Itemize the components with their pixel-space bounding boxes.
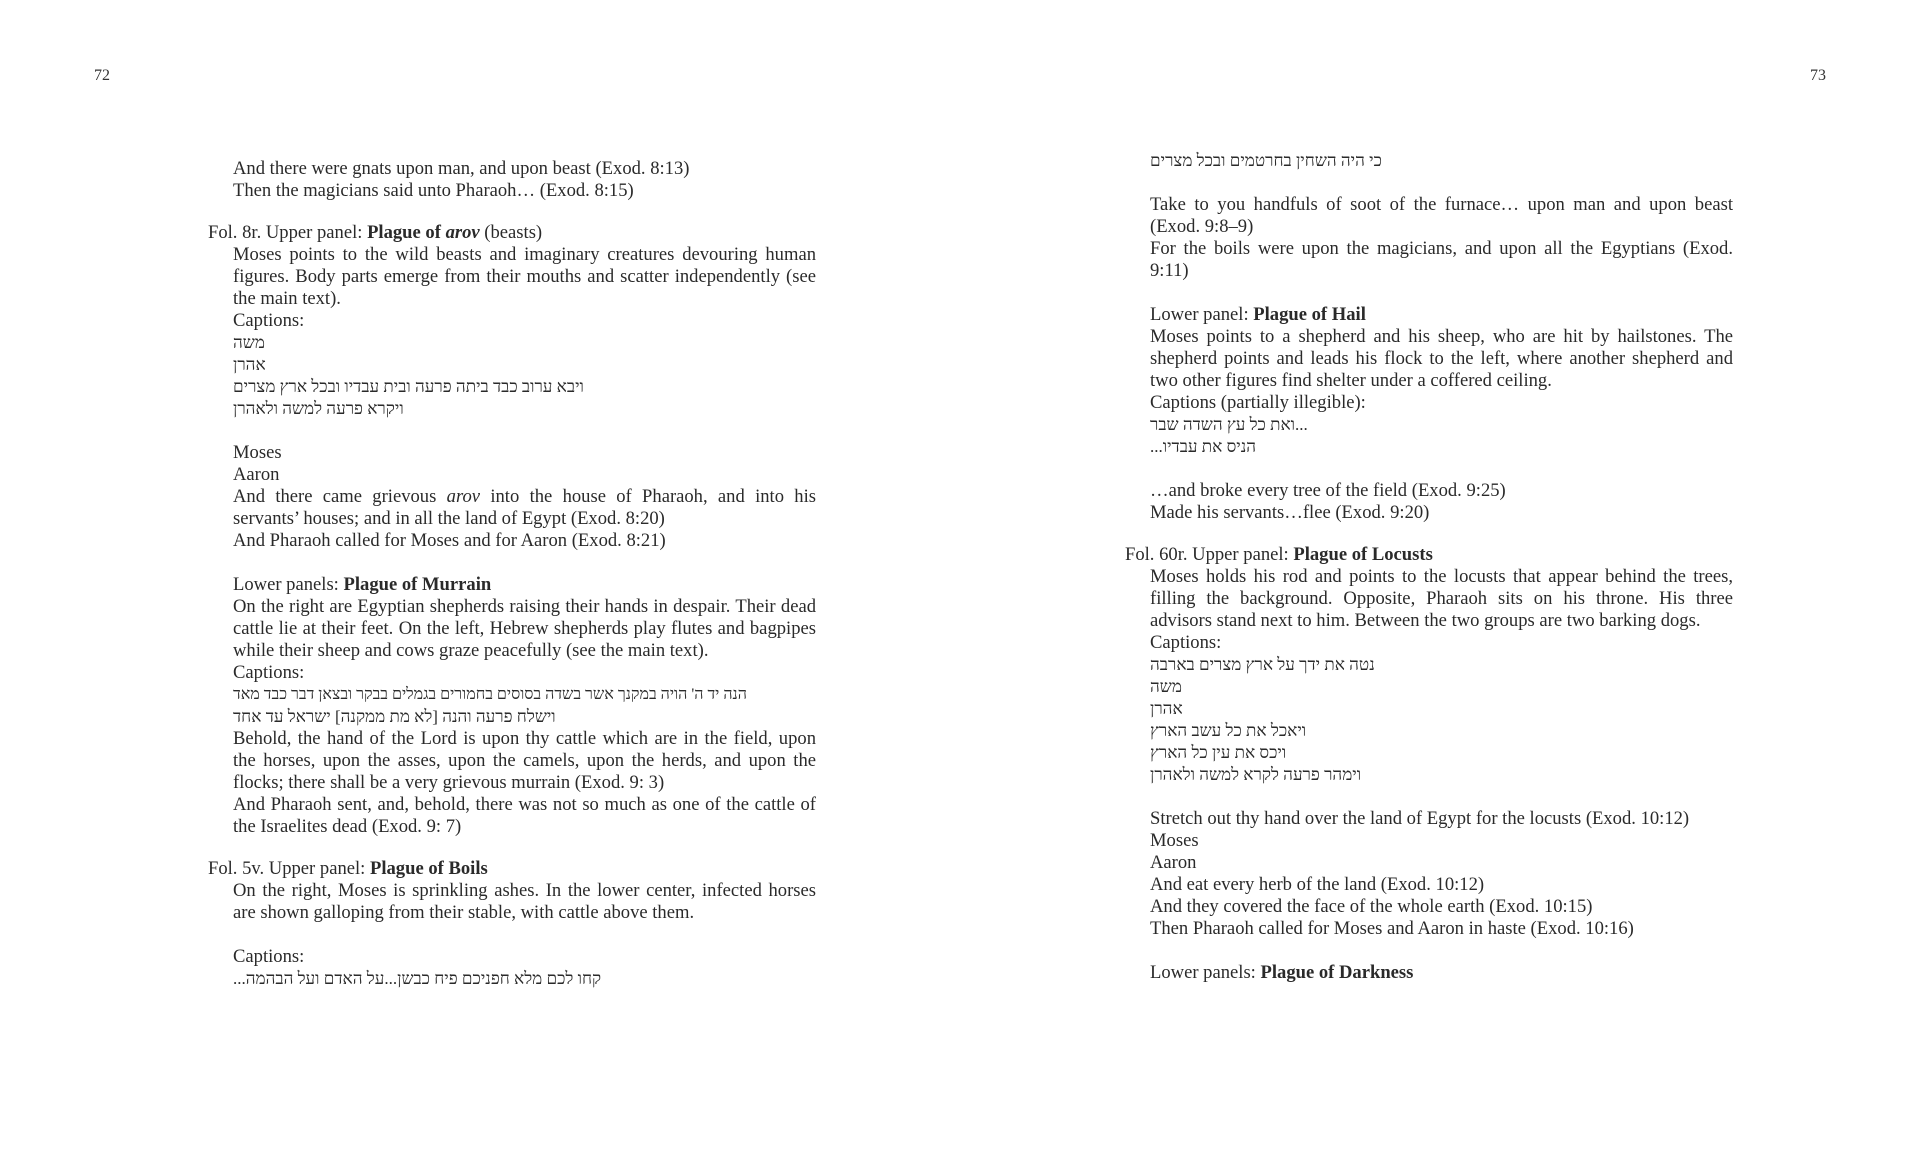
hebrew-caption: נטה את ידך על ארץ מצרים בארבה <box>1150 655 1375 674</box>
intro-line: And there were gnats upon man, and upon beast (Exod. 8:13) <box>233 158 690 179</box>
translation: And they covered the face of the whole earth (Exod. 10:15) <box>1150 896 1593 917</box>
translation: Aaron <box>1150 852 1197 873</box>
translation: Moses <box>233 442 282 463</box>
captions-label: Captions: <box>1150 632 1222 653</box>
section-heading-darkness: Lower panels: Plague of Darkness <box>1150 962 1414 983</box>
right-page <box>960 0 1920 1165</box>
translation: Stretch out thy hand over the land of Egypt for the locusts (Exod. 10:12) <box>1150 808 1690 829</box>
translation: Take to you handfuls of soot of the furnace… upon man and upon beast (Exod. 9:8–9) <box>1150 194 1733 237</box>
hebrew-caption: כי היה השחין בחרטמים ובכל מצרים <box>1150 151 1382 170</box>
section-heading-murrain: Lower panels: Plague of Murrain <box>233 574 492 595</box>
translation: Then Pharaoh called for Moses and Aaron in haste (Exod. 10:16) <box>1150 918 1634 939</box>
translation: Moses <box>1150 830 1199 851</box>
hebrew-caption: ויקרא פרעה למשה ולאהרן <box>233 399 404 418</box>
description: Moses holds his rod and points to the locusts that appear behind the trees, filling the background. Opposite, Pharaoh sits on his throne. His three advisors stand next to him. Between the two groups are two barking dogs. <box>1150 566 1733 631</box>
hebrew-caption: אהרן <box>233 355 266 374</box>
hebrew-caption: וישלח פרעה והנה [לא מת ממקנה] ישראל עד אחד <box>233 707 556 726</box>
hebrew-caption: ויכס את עין כל הארץ <box>1150 743 1287 762</box>
hebrew-caption: וימהר פרעה לקרא למשה ולאהרן <box>1150 765 1362 784</box>
left-column <box>208 158 816 990</box>
captions-label: Captions: <box>233 662 305 683</box>
captions-label: Captions (partially illegible): <box>1150 392 1366 413</box>
intro-line: Then the magicians said unto Pharaoh… (Exod. 8:15) <box>233 180 634 201</box>
hebrew-caption: משה <box>1150 677 1182 696</box>
translation: And there came grievous arov into the house of Pharaoh, and into his servants’ houses; and in all the land of Egypt (Exod. 8:20) <box>233 486 817 529</box>
hebrew-caption: ויאכל את כל עשב הארץ <box>1150 721 1307 740</box>
hebrew-caption: קחו לכם מלא חפניכם פיח כבשן...על האדם ועל הבהמה... <box>233 969 602 988</box>
description: Moses points to the wild beasts and imaginary creatures devouring human figures. Body parts emerge from their mouths and scatter independently (see the main text). <box>233 244 816 309</box>
section-heading-boils: Fol. 5v. Upper panel: Plague of Boils <box>208 858 488 879</box>
captions-label: Captions: <box>233 946 305 967</box>
translation: And Pharaoh sent, and, behold, there was not so much as one of the cattle of the Israelites dead (Exod. 9: 7) <box>233 794 816 837</box>
hebrew-caption: ...ואת כל עץ השדה שבר <box>1150 415 1308 434</box>
translation: And eat every herb of the land (Exod. 10:12) <box>1150 874 1485 895</box>
page-number: 73 <box>1810 67 1826 84</box>
description: Moses points to a shepherd and his sheep, who are hit by hailstones. The shepherd points and leads his flock to the left, where another shepherd and two other figures find shelter under a coffered ceiling. <box>1150 326 1733 391</box>
hebrew-caption: הנה יד ה' הויה במקנך אשר בשדה בסוסים בחמורים בגמלים בבקר ובצאן דבר כבד מאד <box>233 686 747 703</box>
translation: Aaron <box>233 464 280 485</box>
description: On the right are Egyptian shepherds raising their hands in despair. Their dead cattle lie at their feet. On the left, Hebrew shepherds play flutes and bagpipes while their sheep and cows graze peacefully (see the main text). <box>233 596 816 661</box>
translation: Made his servants…flee (Exod. 9:20) <box>1150 502 1430 523</box>
translation: For the boils were upon the magicians, and upon all the Egyptians (Exod. 9:11) <box>1150 238 1733 281</box>
translation: …and broke every tree of the field (Exod. 9:25) <box>1150 480 1506 501</box>
hebrew-caption: הניס את עבדיו... <box>1150 437 1257 456</box>
hebrew-caption: ויבא ערוב כבד ביתה פרעה ובית עבדיו ובכל ארץ מצרים <box>233 377 584 396</box>
right-column <box>1125 150 1733 984</box>
translation: And Pharaoh called for Moses and for Aaron (Exod. 8:21) <box>233 530 666 551</box>
captions-label: Captions: <box>233 310 305 331</box>
description: On the right, Moses is sprinkling ashes. In the lower center, infected horses are shown galloping from their stable, with cattle above them. <box>233 880 816 923</box>
intro-block <box>208 158 816 202</box>
page-number: 72 <box>94 67 110 84</box>
section-heading-hail: Lower panel: Plague of Hail <box>1150 304 1366 325</box>
translation: Behold, the hand of the Lord is upon thy cattle which are in the field, upon the horses, upon the asses, upon the camels, upon the herds, and upon the flocks; there shall be a very grievous murrain (Exod. 9: 3) <box>233 728 816 793</box>
section-heading-arov: Fol. 8r. Upper panel: Plague of arov (beasts) <box>208 222 543 243</box>
hebrew-caption: אהרן <box>1150 699 1183 718</box>
section-heading-locusts: Fol. 60r. Upper panel: Plague of Locusts <box>1125 544 1433 565</box>
hebrew-caption: משה <box>233 333 265 352</box>
